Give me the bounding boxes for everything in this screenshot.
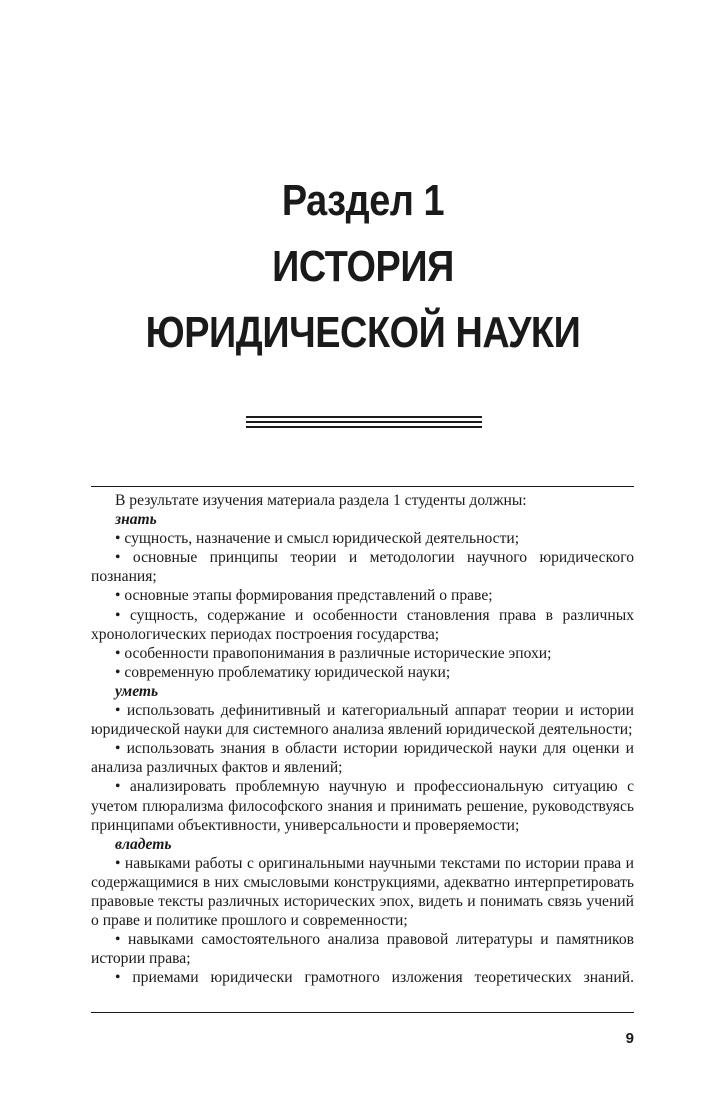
learning-objectives <box>91 491 634 987</box>
ornament-line-top <box>246 416 482 418</box>
list-item: • навыками работы с оригинальными научными текстами по истории права и содержащимися в них смысловыми конструкциями, адекватно интерпретировать правовые тексты различных исторических эпох, видеть и понимать связь учений о праве и политике прошлого и современности; <box>91 854 634 930</box>
ornament-line-bottom <box>246 426 482 428</box>
list-item: • использовать дефинитивный и категориальный аппарат теории и истории юридической науки для системного анализа явлений юридической деятельности; <box>91 702 634 739</box>
section-number: Раздел 1 <box>281 176 445 225</box>
box-top-rule <box>91 486 634 487</box>
section-title-line-1: ИСТОРИЯ <box>272 242 454 291</box>
list-item: • сущность, содержание и особенности становления права в различных хронологических периодах построения государства; <box>91 606 634 643</box>
list-item: • анализировать проблемную научную и профессиональную ситуацию с учетом плюрализма философского знания и принимать решение, руководствуясь принципами объективности, универсальности и проверяемости; <box>91 778 634 834</box>
objectives-intro: В результате изучения материала раздела 1 студенты должны: <box>115 492 527 509</box>
list-item: • навыками самостоятельного анализа правовой литературы и памятников истории права; <box>91 931 634 968</box>
master-heading: владеть <box>115 835 172 853</box>
list-item: • особенности правопонимания в различные исторические эпохи; <box>115 644 552 662</box>
page-number: 9 <box>625 1030 634 1047</box>
list-item: • современную проблематику юридической науки; <box>115 663 451 681</box>
box-bottom-rule <box>91 1012 634 1013</box>
list-item: • основные этапы формирования представлений о праве; <box>115 587 493 605</box>
list-item: • использовать знания в области истории юридической науки для оценки и анализа различных фактов и явлений; <box>91 740 634 777</box>
ornament-line-middle <box>246 421 482 423</box>
can-heading: уметь <box>115 682 159 700</box>
list-item: • основные принципы теории и методологии научного юридического познания; <box>91 549 634 586</box>
list-item: • сущность, назначение и смысл юридической деятельности; <box>115 530 520 548</box>
section-heading <box>51 168 675 366</box>
section-title-line-2: ЮРИДИЧЕСКОЙ НАУКИ <box>145 308 581 357</box>
list-item: • приемами юридически грамотного изложения теоретических знаний. <box>115 969 634 987</box>
know-heading: знать <box>115 511 157 529</box>
